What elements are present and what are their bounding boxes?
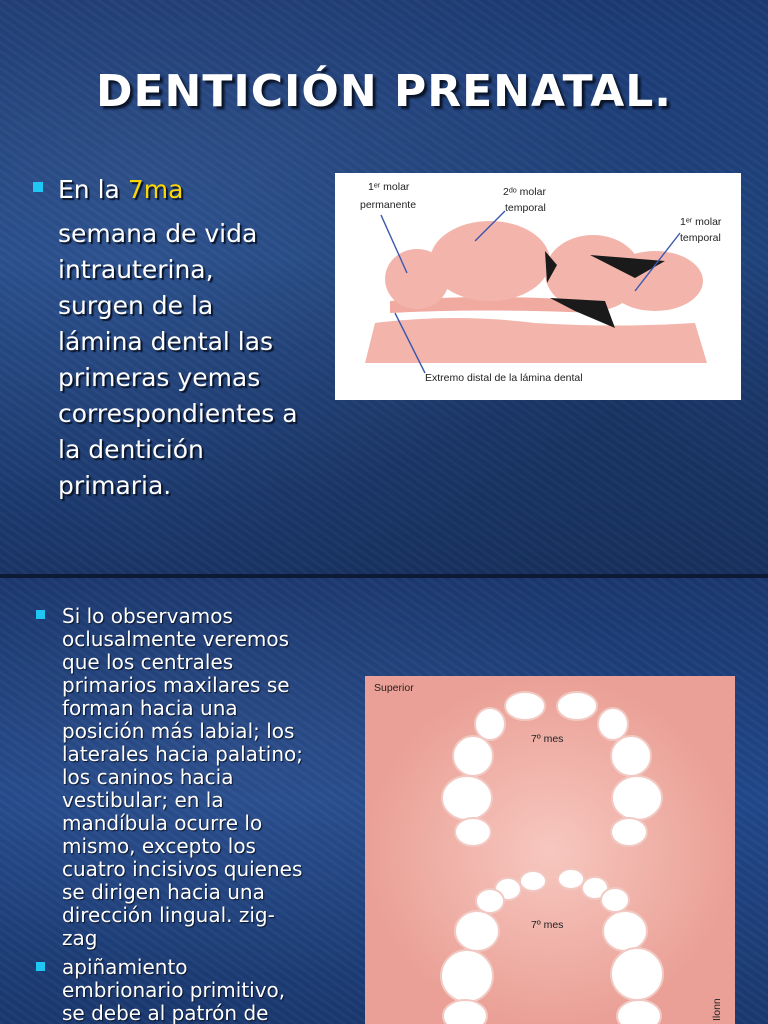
bullet-line: que los centrales	[62, 650, 234, 674]
bullet-line: oclusalmente veremos	[62, 627, 290, 651]
tooth-germ-illustration	[335, 173, 741, 400]
label-superior: Superior	[374, 682, 414, 694]
occlusal-arch-diagram	[365, 676, 735, 1024]
lower-tooth	[601, 888, 629, 912]
second-temporal-molar-bud	[430, 221, 550, 301]
lower-tooth	[455, 911, 499, 951]
bullet-line: correspondientes a	[58, 399, 298, 428]
bullet-line: cuatro incisivos quienes	[62, 857, 303, 881]
tooth-germ-diagram	[335, 173, 741, 400]
upper-tooth	[557, 692, 597, 720]
label-first-permanent-molar-2: permanente	[360, 199, 417, 211]
bullet-line: mismo, excepto los	[62, 834, 256, 858]
lower-tooth	[520, 871, 546, 891]
bullet-line: embrionario primitivo,	[62, 978, 286, 1002]
bullet-line: posición más labial; los	[62, 719, 295, 743]
lower-tooth	[611, 948, 663, 1000]
upper-tooth	[612, 776, 662, 820]
label-second-temporal-molar: 2ᵈᵒ molar	[503, 186, 546, 198]
bullet-line: primeras yemas	[58, 363, 261, 392]
bullet-intro-prefix: En la	[58, 175, 128, 204]
slide-2	[0, 578, 768, 1024]
upper-tooth	[505, 692, 545, 720]
bullet-intro-highlight: 7ma	[127, 175, 184, 204]
upper-tooth	[611, 736, 651, 776]
upper-tooth	[598, 708, 628, 740]
bullet-line: vestibular; en la	[62, 788, 224, 812]
bullet-line: se dirigen hacia una	[62, 880, 265, 904]
tissue-background	[365, 676, 735, 1024]
label-lamina-distal: Extremo distal de la lámina dental	[425, 372, 583, 384]
bullet-line: primaria.	[58, 471, 172, 500]
label-first-temporal-molar: 1ᵉʳ molar	[680, 216, 722, 228]
bullet-intro-line	[58, 172, 183, 208]
slide-title: DENTICIÓN PRENATAL.	[95, 66, 673, 117]
upper-tooth	[475, 708, 505, 740]
bullet-line: Si lo observamos	[62, 604, 233, 628]
upper-tooth	[442, 776, 492, 820]
dark-space	[550, 298, 615, 328]
bullet-body-crowding	[62, 956, 285, 1024]
bullet-line: primarios maxilares se	[62, 673, 290, 697]
label-first-temporal-molar-2: temporal	[680, 232, 721, 244]
bullet-line: lámina dental las	[58, 327, 274, 356]
bullet-line: los caninos hacia	[62, 765, 234, 789]
lower-tooth	[603, 911, 647, 951]
bullet-line: forman hacia una	[62, 696, 238, 720]
lower-tooth	[443, 1000, 487, 1024]
label-first-permanent-molar: 1ᵉʳ molar	[368, 181, 410, 193]
bullet-line: laterales hacia palatino;	[62, 742, 303, 766]
label-second-temporal-molar-2: temporal	[505, 202, 546, 214]
label-month-upper: 7º mes	[531, 733, 564, 745]
bullet-marker-icon	[33, 182, 43, 192]
bullet-line: la dentición	[58, 435, 204, 464]
bullet-line: apiñamiento	[62, 955, 188, 979]
bullet-line: mandíbula ocurre lo	[62, 811, 263, 835]
bullet-body	[58, 216, 298, 504]
upper-tooth	[611, 818, 647, 846]
bullet-line: zag	[62, 926, 98, 950]
occlusal-arch-illustration	[365, 676, 735, 1024]
bullet-marker-icon	[36, 962, 45, 971]
bullet-line: surgen de la	[58, 291, 214, 320]
label-month-lower: 7º mes	[531, 919, 564, 931]
lower-tooth	[558, 869, 584, 889]
bullet-line: semana de vida	[58, 219, 258, 248]
upper-tooth	[453, 736, 493, 776]
lower-tooth	[617, 1000, 661, 1024]
bullet-line: dirección lingual. zig-	[62, 903, 275, 927]
bullet-line: se debe al patrón de	[62, 1001, 269, 1024]
bullet-body-occlusal	[62, 605, 303, 950]
bullet-line: intrauterina,	[58, 255, 214, 284]
upper-tooth	[455, 818, 491, 846]
lower-tooth	[441, 950, 493, 1002]
lower-tooth	[476, 889, 504, 913]
label-side-credit: Ilonn	[711, 998, 723, 1021]
bullet-marker-icon	[36, 610, 45, 619]
